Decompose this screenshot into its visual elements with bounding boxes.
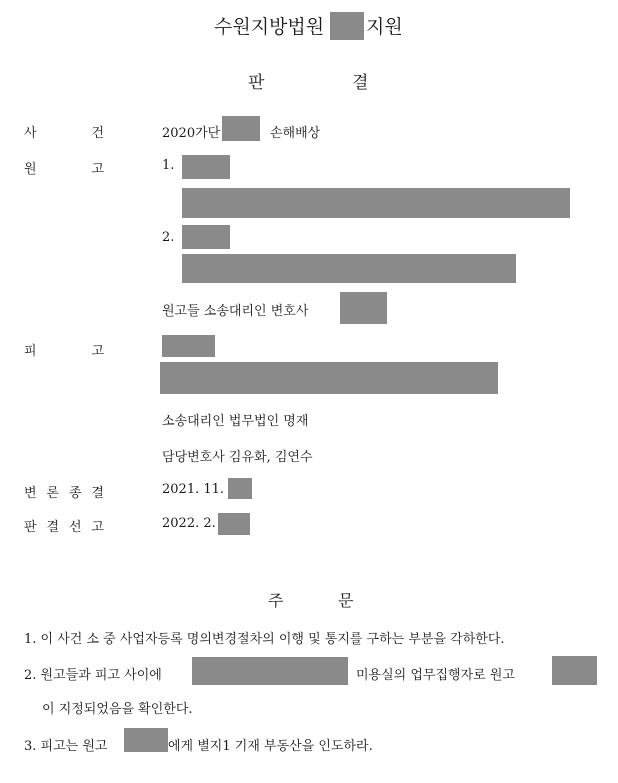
- redaction-plaintiff-1-address: [182, 188, 570, 218]
- redaction-plaintiff-2-address: [182, 254, 516, 283]
- case-number-prefix: 2020가단: [162, 126, 221, 141]
- redaction-verdict-day: [218, 513, 250, 535]
- redaction-plaintiff-counsel-name: [340, 292, 387, 324]
- order-item-3-part-1: 3. 피고는 원고: [24, 739, 108, 754]
- redaction-salon-name: [192, 657, 348, 685]
- court-name: 수원지방법원: [214, 16, 325, 38]
- order-item-1: 1. 이 사건 소 중 사업자등록 명의변경절차의 이행 및 통지를 구하는 부분을 각하한다.: [24, 632, 505, 647]
- order-item-3-part-2: 에게 별지1 기재 부동산을 인도하라.: [168, 739, 373, 754]
- redaction-case-number: [222, 116, 260, 141]
- redaction-closing-day: [228, 478, 252, 499]
- closing-date: 2021. 11.: [162, 482, 225, 497]
- judgment-title-char-1: 판: [248, 73, 265, 93]
- case-type: 손해배상: [270, 126, 321, 141]
- verdict-label: 판 결 선 고: [24, 520, 104, 535]
- redaction-plaintiff-1-name: [182, 155, 230, 179]
- redaction-plaintiff-name-order: [552, 656, 597, 685]
- plaintiff-label: 원 고: [24, 162, 104, 177]
- plaintiff-item-1: 1.: [162, 158, 175, 173]
- order-item-2-part-2: 미용실의 업무집행자로 원고: [356, 668, 515, 683]
- defendant-attorneys: 담당변호사 김유화, 김연수: [162, 450, 313, 465]
- main-order-title-char-1: 주: [268, 591, 284, 610]
- verdict-date: 2022. 2.: [162, 516, 216, 531]
- court-suffix: 지원: [366, 16, 403, 38]
- case-label: 사 건: [24, 126, 104, 141]
- redaction-defendant-address: [160, 362, 498, 394]
- judgment-title-char-2: 결: [352, 73, 369, 93]
- redaction-plaintiff-name-item3: [124, 728, 168, 752]
- redaction-defendant-name: [162, 335, 215, 357]
- order-item-2-part-3: 이 지정되었음을 확인한다.: [42, 702, 193, 717]
- court-header: [0, 12, 618, 42]
- redaction-plaintiff-2-name: [182, 225, 230, 249]
- defendant-label: 피 고: [24, 344, 104, 359]
- defendant-counsel: 소송대리인 법무법인 명재: [162, 414, 309, 429]
- plaintiff-item-2: 2.: [162, 230, 175, 245]
- main-order-title-char-2: 문: [338, 591, 354, 610]
- order-item-2-part-1: 2. 원고들과 피고 사이에: [24, 668, 162, 683]
- redaction-court-branch: [330, 12, 364, 40]
- closing-label: 변 론 종 결: [24, 486, 104, 501]
- plaintiff-counsel: 원고들 소송대리인 변호사: [162, 304, 309, 319]
